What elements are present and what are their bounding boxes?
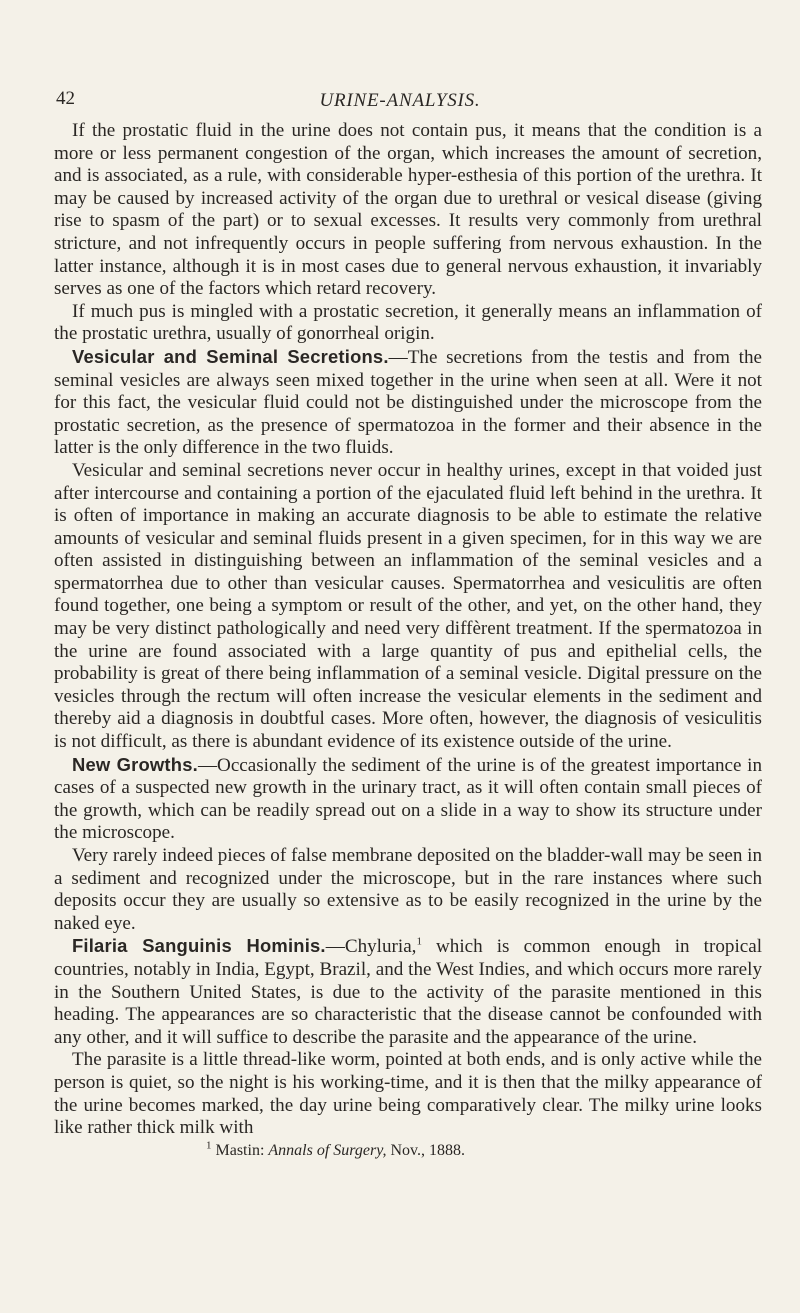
- footnote-reference: 1: [416, 936, 422, 949]
- footnote-journal: Annals of Surgery,: [268, 1141, 387, 1159]
- section-growths-intro: —Occasionally the sediment of the urine is of the greatest importance in cases of a suspected new growth in the urinary tract, as it will often contain small pieces of the growth, which can be readily spread out on a slide in a way to show its structure under the microscope.: [54, 754, 762, 844]
- footnote: [54, 1139, 762, 1160]
- section-vesicular-intro: —The secretions from the testis and from the seminal vesicles are always seen mixed together in the urine when seen at all. Were it not for this fact, the vesicular fluid could not be distinguished under the microscope from the prostatic secretion, as the presence of spermatozoa in the former and their absence in the latter is the only difference in the two fluids.: [54, 346, 762, 459]
- paragraph-prostatic-pus: If much pus is mingled with a prostatic secretion, it generally means an inflammation of the prostatic urethra, usually of gonorrheal origin.: [54, 300, 762, 345]
- paragraph-false-membrane: Very rarely indeed pieces of false membrane deposited on the bladder-wall may be seen in a sediment and recognized under the microscope, but in the rare instances where such deposits occur they are usually so extensive as to be easily recognized in the urine by the naked eye.: [54, 845, 762, 934]
- section-new-growths: [54, 754, 762, 845]
- paragraph-vesicular-diagnosis: Vesicular and seminal secretions never occur in healthy urines, except in that voided just after intercourse and containing a portion of the ejaculated fluid left behind in the urethra. It is often of importance in making an accurate diagnosis to be able to estimate the relative amounts of vesicular and seminal fluids present in a given specimen, for in this way we are often assisted in distinguishing between an inflammation of the seminal vesicles and a spermatorrhea due to other than vesicular causes. Spermatorrhea and vesiculitis are often found together, one being a symptom or result of the other, and yet, on the other hand, they may be very distinct pathologically and need very diffѐrent treatment. If the spermatozoa in the urine are found associated with a large quantity of pus and epithelial cells, the probability is great of there being inflammation of a seminal vesicle. Digital pressure on the vesicles through the rectum will often increase the vesicular elements in the sediment and thereby aid a diagnosis in doubtful cases. More often, however, the diagnosis of vesiculitis is not difficult, as there is abundant evidence of its existence outside of the urine.: [54, 459, 762, 753]
- section-vesicular-seminal: [54, 346, 762, 460]
- section-title-vesicular: Vesicular and Seminal Secretions.: [72, 345, 389, 367]
- footnote-author: Mastin:: [211, 1141, 269, 1159]
- page-body: [54, 120, 762, 1160]
- running-title: URINE-ANALYSIS.: [319, 90, 481, 111]
- page-number: 42: [56, 88, 75, 109]
- section-filaria-intro-start: —Chyluria,: [325, 936, 417, 958]
- paragraph-prostatic-congestion: If the prostatic fluid in the urine does not contain pus, it means that the condition is a more or less permanent congestion of the organ, which increases the amount of secretion, and is associated, as a rule, with considerable hyper-esthesia of this portion of the urethra. It may be caused by increased activity of the organ due to urethral or vesical disease (giving rise to spasm of the part) or to sexual excesses. It results very commonly from urethral stricture, and not infrequently occurs in people suffering from nervous exhaustion. In the latter instance, although it is in most cases due to general nervous exhaustion, it invariably serves as one of the factors which retard recovery.: [54, 120, 762, 300]
- footnote-date: Nov., 1888.: [386, 1141, 465, 1159]
- section-filaria-intro-rest: which is common enough in tropical countries, notably in India, Egypt, Brazil, and the West Indies, and which occurs more rarely in the Southern United States, is due to the activity of the parasite mentioned in this heading. The appearances are so characteristic that the disease cannot be confounded with any other, and it will suffice to describe the parasite and the appearance of the urine.: [54, 936, 762, 1048]
- section-title-growths: New Growths.: [72, 753, 198, 775]
- section-title-filaria: Filaria Sanguinis Hominis.: [72, 935, 326, 957]
- section-filaria: [54, 935, 762, 1049]
- paragraph-filaria-parasite: The parasite is a little thread-like worm, pointed at both ends, and is only active while the person is quiet, so the night is his working-time, and it is then that the milky appearance of the urine becomes marked, the day urine being comparatively clear. The milky urine looks like rather thick milk with: [54, 1049, 762, 1139]
- footnote-marker: 1: [206, 1139, 212, 1152]
